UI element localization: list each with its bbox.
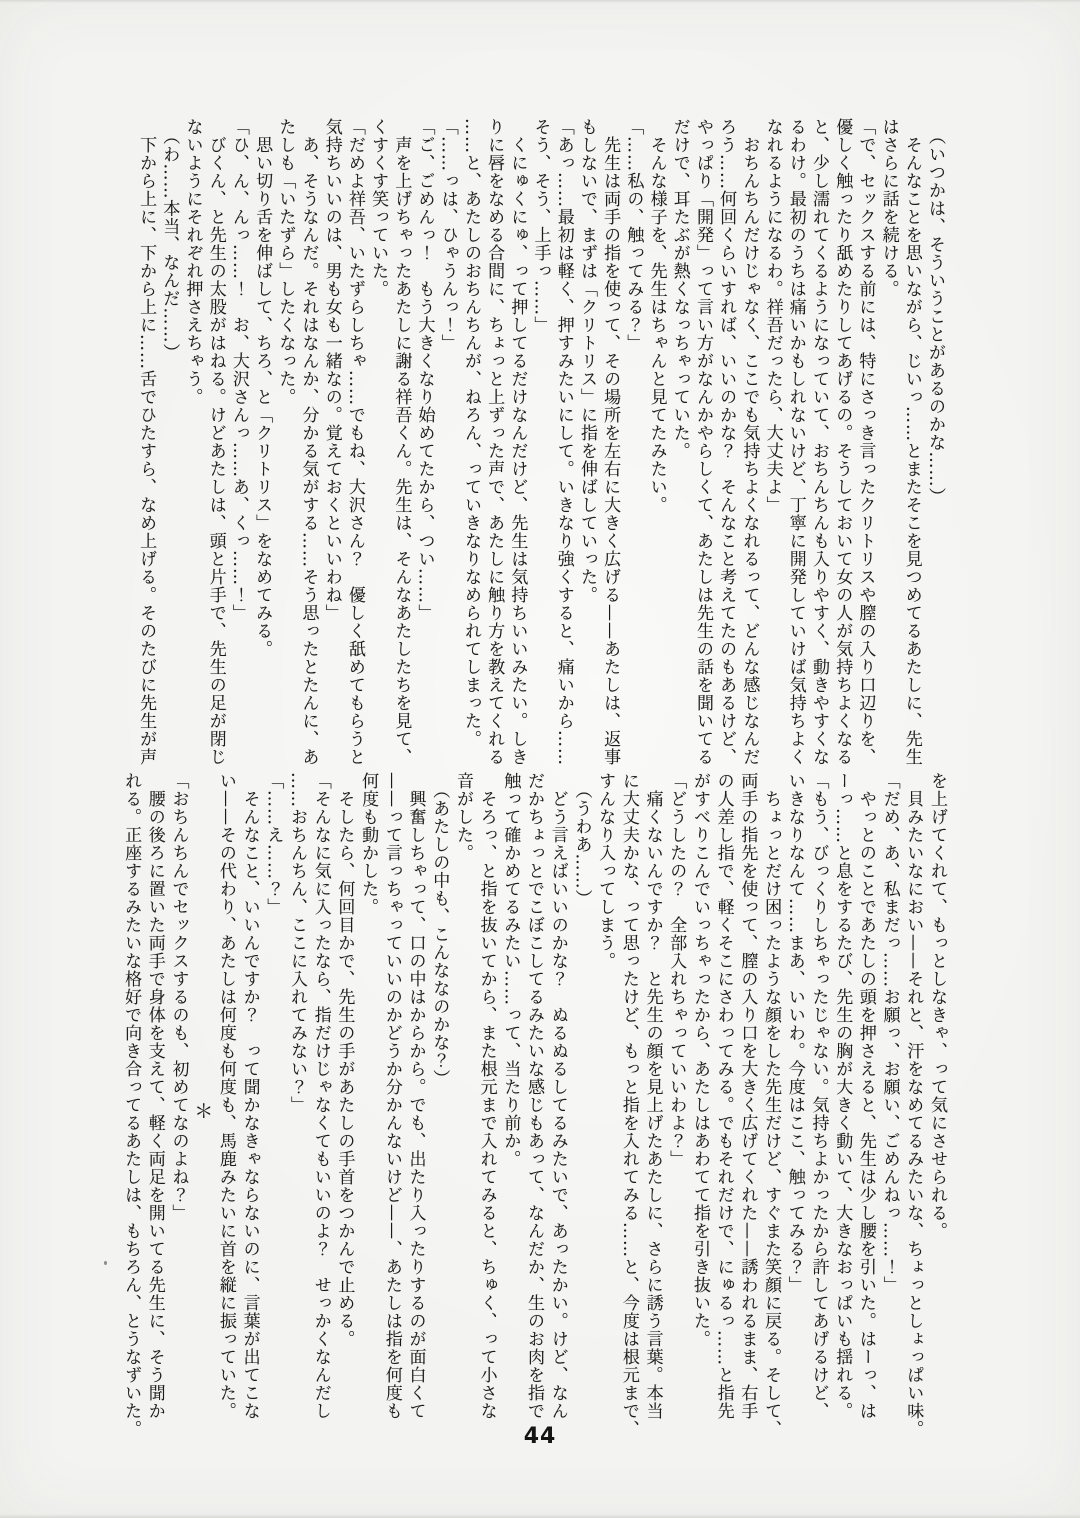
bottom-text-block — [121, 772, 948, 1450]
text-column: くにゅくにゅ、って押してるだけなんだけど、先生は気持ちいいみたい。しき — [507, 118, 528, 766]
text-column: 貝みたいなにおい——それと、汗をなめてるみたいな、ちょっとしょっぱい味。 — [903, 772, 924, 1438]
text-column: どう言えばいいのかな？ ぬるぬるしてるみたいで、あったかい。けど、なん — [547, 772, 568, 1420]
text-column: ——って言っちゃっていいのかどうか分かんないけど——、あたしは指を何度も — [381, 772, 402, 1420]
text-column: たしも「いたずら」したくなった。 — [275, 118, 296, 406]
text-column: と、少し濡れてくるようになっていて、おちんちんも入りやすく、動きやすくな — [808, 118, 829, 766]
text-column: がすべりこんでいっちゃったから、あたしはあわてて指を引き抜いた。 — [689, 772, 710, 1348]
text-column: るわけ。最初のうちは痛いかもしれないけど、丁寧に開発していけば気持ちよく — [785, 118, 806, 766]
text-column: 「ひ、ん、んっ……！ お、大沢さんっ……あ、くっ……！」 — [228, 118, 249, 622]
text-column: （うわあ……） — [571, 772, 592, 908]
text-column: 触って確かめてるみたい……って、当たり前か。 — [500, 772, 521, 1168]
text-column: 「そんなに気に入ったなら、指だけじゃなくてもいいのよ？ せっかくなんだし — [310, 772, 331, 1420]
top-text-block — [134, 118, 946, 768]
text-column: 気持ちいいのは、男も女も一緒なの。覚えておくといいわね」 — [321, 118, 342, 622]
text-column: りに唇をなめる合間に、ちょっと上ずった声で、あたしに触り方を教えてくれる — [484, 118, 505, 766]
text-column: ……おちんちん、ここに入れてみない？」 — [287, 772, 308, 1114]
page-number: 44 — [523, 1424, 557, 1449]
section-divider: ＊ — [191, 1101, 214, 1121]
text-column: だけで、耳たぶが熱くなっちゃっていた。 — [669, 118, 690, 460]
text-column: 「……私の、触ってみる？」 — [623, 118, 644, 352]
text-column: 興奮しちゃって、口の中はからから。でも、出たり入ったりするのが面白くて — [405, 772, 426, 1420]
text-column: そろっ、と指を抜いてから、また根元まで入れてみると、ちゅく、って小さな — [476, 772, 497, 1420]
scan-dust-speck — [104, 1261, 107, 1265]
text-column: だかちょっとでこぼこしてるみたいな感じもあって、なんだか、生のお肉を指で — [524, 772, 545, 1420]
text-column: そんな様子を、先生はちゃんと見てたみたい。 — [646, 118, 667, 514]
text-column: ちょっとだけ困ったような顔をした先生だけど、すぐまた笑顔に戻る。そして、 — [761, 772, 782, 1438]
text-column: おちんちんだけじゃなく、ここでも気持ちよくなれるって、どんな感じなんだ — [739, 118, 760, 766]
text-column: 「もう、びっくりしちゃったじゃない。気持ちよかったから許してあげるけど、 — [808, 772, 829, 1420]
text-column: もしないで、まずは「クリトリス」に指を伸ばしていった。 — [576, 118, 597, 604]
text-column: 声を上げちゃったあたしに謝る祥吾くん。先生は、そんなあたしたちを見て、 — [391, 118, 412, 766]
text-column: 「だめ、あ、私まだっ……お願っ、お願い、ごめんねっ……！」 — [879, 772, 900, 1294]
text-column: 先生は両手の指を使って、その場所を左右に大きく広げる——あたしは、返事 — [600, 118, 621, 766]
text-column: そんなことを思いながら、じいっ……とまたそこを見つめてるあたしに、先生 — [901, 118, 922, 766]
text-column: 思い切り舌を伸ばして、ちろ、と「クリトリス」をなめてみる。 — [252, 118, 273, 658]
text-column: やっとのことであたしの頭を押さえると、先生は少し腰を引いた。はーっ、は — [855, 772, 876, 1420]
text-column: （いつかは、そういうことがあるのかな……） — [925, 118, 945, 506]
text-column: やっぱり「開発」って言い方がなんかやらしくて、あたしは先生の話を聞いてる — [692, 118, 713, 766]
text-column: の人差し指で、軽くそこにさわってみる。でもそれだけで、にゅるっ……と指先 — [713, 772, 734, 1420]
text-column: 「で、セックスする前には、特にさっき言ったクリトリスや膣の入り口辺りを、 — [855, 118, 876, 766]
text-column: 「あっ……最初は軽く、押すみたいにして。いきなり強くすると、痛いから…… — [553, 118, 574, 766]
text-column: ーっ……と息をするたび、先生の胸が大きく動いて、大きなおっぱいも揺れる。 — [832, 772, 853, 1420]
text-column: 痛くないんですか？ と先生の顔を見上げたあたしに、さらに誘う言葉。本当 — [642, 772, 663, 1420]
text-column: に大丈夫かな、って思ったけど、もっと指を入れてみる……と、今度は根元まで、 — [618, 772, 639, 1438]
text-column: 「……っは、ひゃうんっ！」 — [437, 118, 458, 352]
text-column: 「ご、ごめんっ！ もう大きくなり始めてたから、つい……」 — [414, 118, 435, 622]
text-column: 優しく触ったり舐めたりしてあげるの。そうしておいて女の人が気持ちよくなる — [832, 118, 853, 766]
text-column: ないようにそれぞれ押さえちゃう。 — [182, 118, 203, 406]
text-column: 「おちんちんでセックスするのも、初めてなのよね？」 — [168, 772, 189, 1222]
text-column: 下から上に、下から上に……舌でひたすら、なめ上げる。そのたびに先生が声 — [136, 118, 157, 766]
text-column: そんなこと、いいんですか？ って聞かなきゃならないのに、言葉が出てこな — [239, 772, 260, 1420]
text-column: あ、そうなんだ。それはなんか、分かる気がする……そう思ったとたんに、あ — [298, 118, 319, 766]
text-column: 両手の指先を使って、膣の入り口を大きく広げてくれた——誘われるまま、右手 — [737, 772, 758, 1420]
text-column: れる。正座するみたいな格好で向き合ってるあたしは、もちろん、とうなずいた。 — [121, 772, 142, 1438]
text-column: （あたしの中も、こんななのかな？） — [429, 772, 450, 1088]
text-column: を上げてくれて、もっとしなきゃ、って気にさせられる。 — [927, 772, 947, 1240]
text-column: い——その代わり、あたしは何度も何度も、馬鹿みたいに首を縦に振っていた。 — [215, 772, 236, 1420]
text-column: そしたら、何回目かで、先生の手があたしの手首をつかんで止める。 — [334, 772, 355, 1348]
text-column: ろう……何回くらいすれば、いいのかな？ そんなこと考えてたのもあるけど、 — [716, 118, 737, 766]
text-column: いきなりなんて……まあ、いいわ。今度はここ、触ってみる？」 — [784, 772, 805, 1294]
text-column: そう、そう、上手っ……」 — [530, 118, 551, 334]
text-column: 「だめよ祥吾、いたずらしちゃ……でもね、大沢さん？ 優しく舐めてもらうと — [344, 118, 365, 766]
text-column: すんなり入ってしまう。 — [595, 772, 616, 970]
text-column: 何度も動かした。 — [358, 772, 379, 916]
text-column: 「どうしたの？ 全部入れちゃっていいわよ？」 — [666, 772, 687, 1168]
text-column: はさらに話を続ける。 — [878, 118, 899, 298]
text-column: 「……え……？」 — [263, 772, 284, 916]
text-column: 腰の後ろに置いた両手で身体を支えて、軽く両足を開いてる先生に、そう聞か — [144, 772, 165, 1420]
text-column: （わ……本当、なんだ……） — [159, 118, 180, 362]
text-column: ……と、あたしのおちんちんが、ねろん、っていきなりなめられてしまった。 — [460, 118, 481, 748]
text-column: なれるようになるわ。祥吾だったら、大丈夫よ」 — [762, 118, 783, 514]
text-column: 音がした。 — [452, 772, 473, 862]
text-column: びくん、と先生の太股がはねる。けどあたしは、頭と片手で、先生の足が閉じ — [205, 118, 226, 766]
text-column: くすくす笑っていた。 — [368, 118, 389, 298]
